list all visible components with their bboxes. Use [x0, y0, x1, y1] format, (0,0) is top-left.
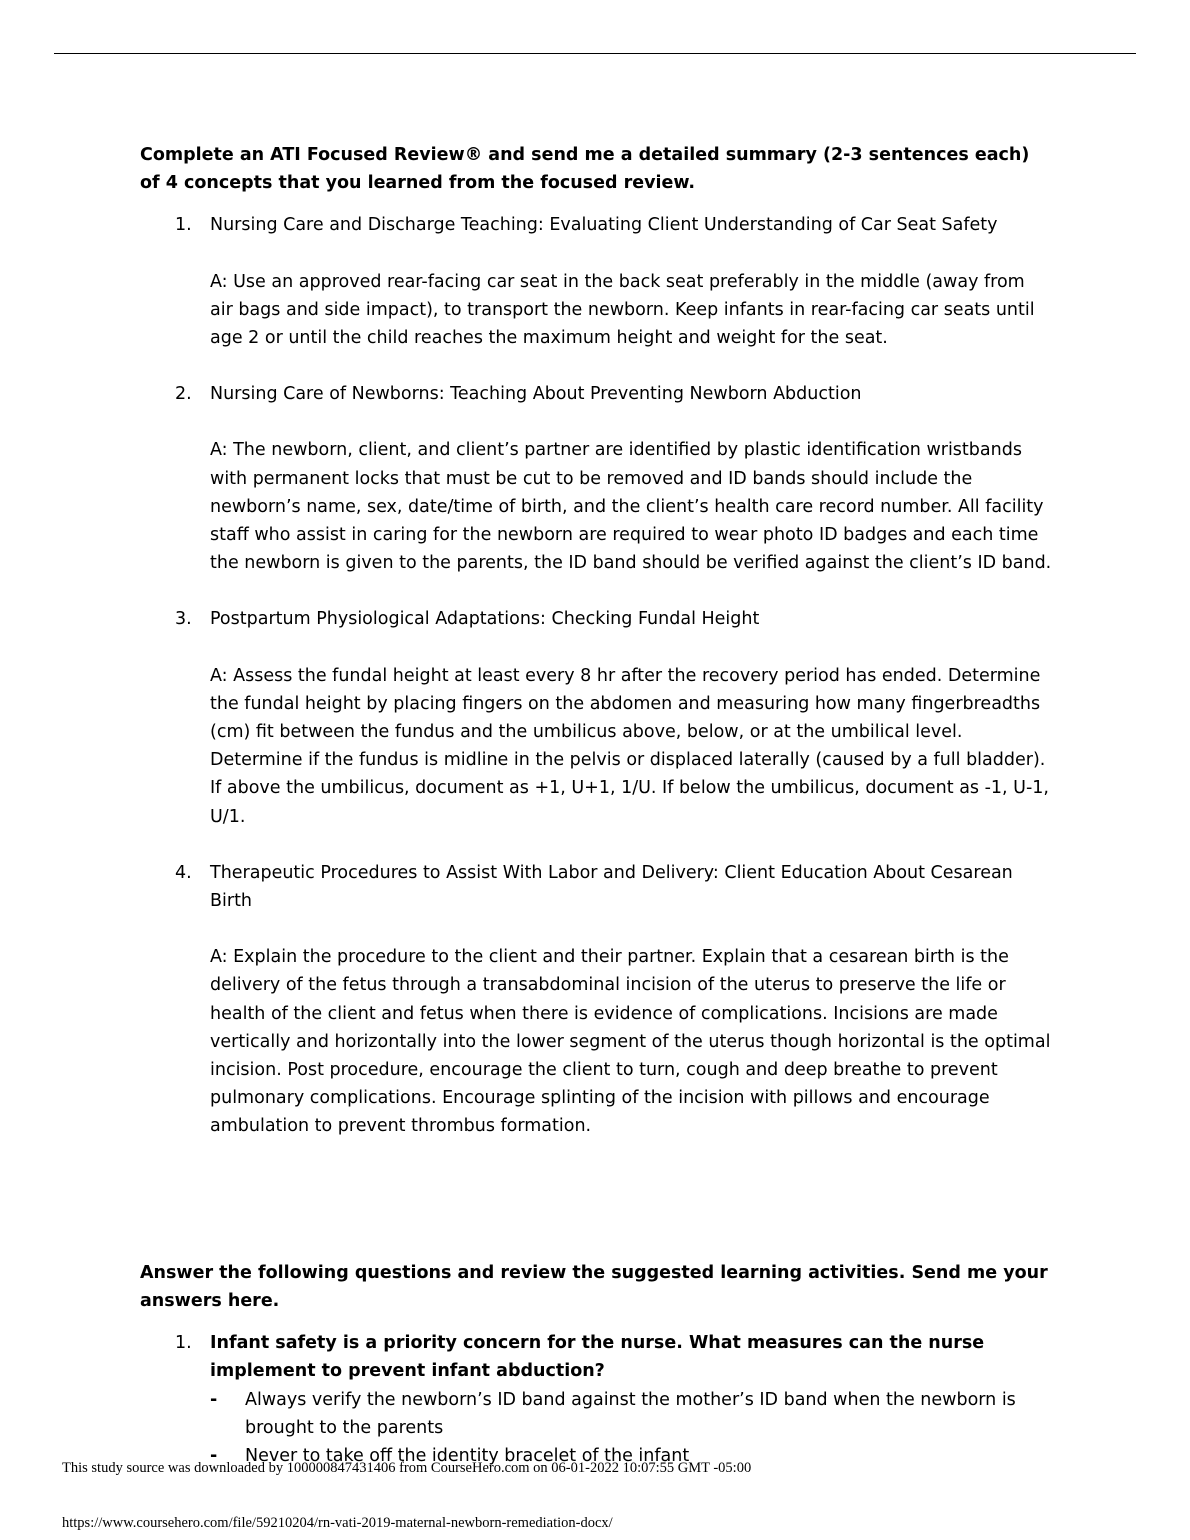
item-answer: A: The newborn, client, and client’s partner are identified by plastic identification wristbands with permanent locks that must be cut to be removed and ID bands should include the newborn’s name, sex, date/time of birth, and the client’s health care record number. All facility staff who assist in caring for the newborn are required to wear photo ID badges and each time the newborn is given to the parents, the ID band should be verified against the client’s ID band.: [210, 440, 1052, 574]
item-answer: A: Explain the procedure to the client and their partner. Explain that a cesarean birth is the delivery of the fetus through a transabdominal incision of the uterus to preserve the life or health of the client and fetus when there is evidence of complications. Incisions are made vertically and horizontally into the lower segment of the uterus though horizontal is the optimal incision. Post procedure, encourage the client to turn, cough and deep breathe to prevent pulmonary complications. Encourage splinting of the incision with pillows and encourage ambulation to prevent thrombus formation.: [210, 947, 1051, 1137]
question-text: Infant safety is a priority concern for the nurse. What measures can the nurse implement to prevent infant abduction?: [210, 1333, 985, 1382]
list-item: [140, 211, 1052, 352]
concept-list: [140, 211, 1052, 1140]
item-title: Nursing Care of Newborns: Teaching About Preventing Newborn Abduction: [210, 384, 862, 405]
item-number: 4.: [175, 862, 192, 883]
download-notice: This study source was downloaded by 100000847431406 from CourseHero.com on 06-01-2022 10:07:55 GMT -05:00: [62, 1460, 752, 1476]
item-number: 1.: [175, 215, 192, 236]
list-item: [140, 380, 1052, 577]
top-divider: [54, 53, 1136, 54]
item-title: Postpartum Physiological Adaptations: Checking Fundal Height: [210, 609, 760, 630]
bullet-text: Never to take off the identity bracelet of the infant: [245, 1445, 690, 1466]
item-answer: A: Use an approved rear-facing car seat in the back seat preferably in the middle (away from air bags and side impact), to transport the newborn. Keep infants in rear-facing car seats until age 2 or until the child reaches the maximum height and weight for the seat.: [210, 271, 1035, 349]
bullet-marker: -: [210, 1389, 218, 1410]
list-item: [140, 859, 1052, 1141]
section1-heading: Complete an ATI Focused Review® and send me a detailed summary (2-3 sentences each) of 4 concepts that you learned from the focused review.: [140, 145, 1030, 194]
bullet-marker: -: [210, 1445, 218, 1466]
bullet-item: [210, 1386, 1052, 1442]
section-spacer: [140, 1169, 1052, 1259]
document-body: [140, 141, 1052, 1470]
list-item: [140, 605, 1052, 830]
item-number: 3.: [175, 609, 192, 630]
list-item: [140, 1329, 1052, 1470]
item-answer: A: Assess the fundal height at least every 8 hr after the recovery period has ended. Determine the fundal height by placing fingers on the abdomen and measuring how many fingerbreadths (cm) fit between the fundus and the umbilicus above, below, or at the umbilical level. Determine if the fundus is midline in the pelvis or displaced laterally (caused by a full bladder). If above the umbilicus, document as +1, U+1, 1/U. If below the umbilicus, document as -1, U-1, U/1.: [210, 665, 1049, 827]
question-number: 1.: [175, 1333, 192, 1354]
item-number: 2.: [175, 384, 192, 405]
section2-heading: Answer the following questions and review the suggested learning activities. Send me your answers here.: [140, 1262, 1048, 1311]
question-list: [140, 1329, 1052, 1470]
item-title: Nursing Care and Discharge Teaching: Evaluating Client Understanding of Car Seat Safety: [210, 215, 998, 236]
item-title: Therapeutic Procedures to Assist With Labor and Delivery: Client Education About Cesarean Birth: [210, 862, 1013, 912]
answer-bullets: [210, 1386, 1052, 1471]
bullet-text: Always verify the newborn’s ID band against the mother’s ID band when the newborn is brought to the parents: [245, 1389, 1016, 1438]
source-url: https://www.coursehero.com/file/59210204/rn-vati-2019-maternal-newborn-remediation-docx/: [62, 1515, 613, 1531]
